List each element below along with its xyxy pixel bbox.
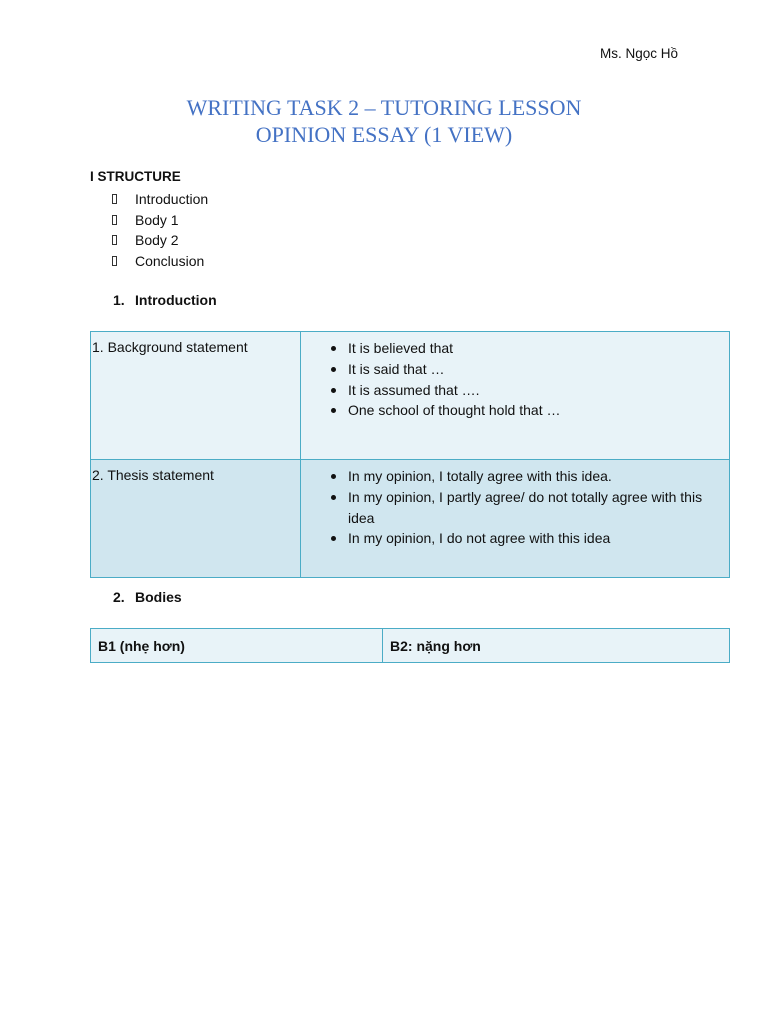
bodies-table [90,628,730,663]
list-item: Conclusion [112,251,208,272]
list-item: Body 1 [112,210,208,231]
table-row [91,460,730,578]
heading-number: 2. [113,589,125,605]
list-item: One school of thought hold that … [348,400,729,421]
list-item: In my opinion, I do not agree with this idea [348,528,729,549]
row-content [301,460,730,578]
missing-glyph-icon [112,215,117,225]
list-item: In my opinion, I partly agree/ do not totally agree with this idea [348,487,729,529]
heading-text: Introduction [135,292,217,308]
heading-text: Bodies [135,589,182,605]
body1-header: B1 (nhẹ hơn) [91,629,383,663]
list-item: It is assumed that …. [348,380,729,401]
row-content [301,332,730,460]
row-label: 1. Background statement [91,332,301,460]
document-title-line2: OPINION ESSAY (1 VIEW) [255,122,513,147]
introduction-table [90,331,730,578]
introduction-heading [113,292,217,308]
list-item: It is believed that [348,338,729,359]
list-item: In my opinion, I totally agree with this idea. [348,466,729,487]
structure-heading: I STRUCTURE [90,169,181,184]
list-item: Introduction [112,189,208,210]
table-row [91,332,730,460]
heading-number: 1. [113,292,125,308]
structure-list [112,189,208,272]
missing-glyph-icon [112,235,117,245]
author-name: Ms. Ngọc Hồ [600,46,679,61]
bodies-heading [113,589,182,605]
row-label: 2. Thesis statement [91,460,301,578]
missing-glyph-icon [112,194,117,204]
missing-glyph-icon [112,256,117,266]
body2-header: B2: nặng hơn [383,629,730,663]
list-item: Body 2 [112,230,208,251]
list-item: It is said that … [348,359,729,380]
table-row [91,629,730,663]
document-title-line1: WRITING TASK 2 – TUTORING LESSON [186,95,582,120]
